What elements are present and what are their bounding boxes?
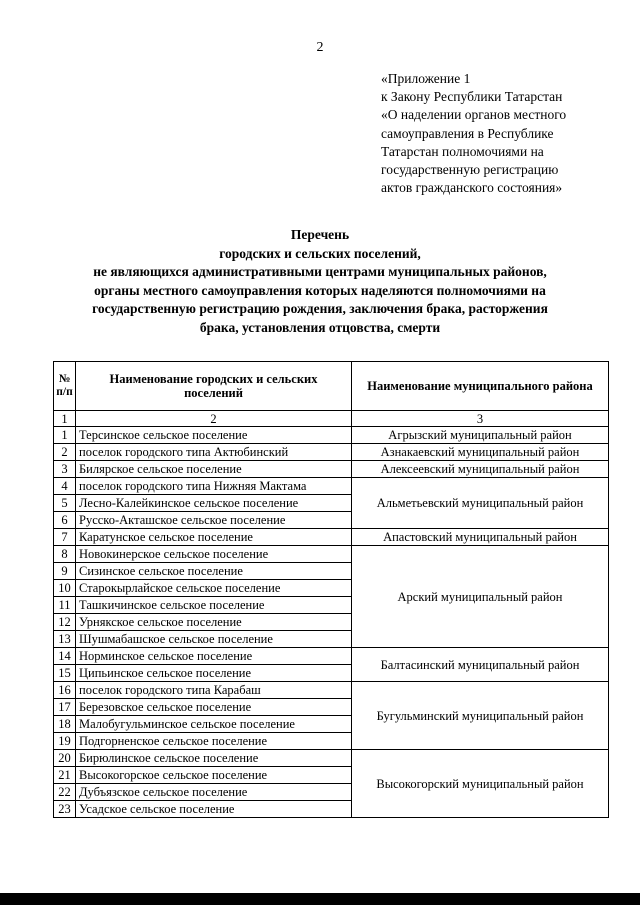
row-number: 13 xyxy=(54,631,76,648)
row-number: 1 xyxy=(54,427,76,444)
row-number: 19 xyxy=(54,733,76,750)
row-number: 22 xyxy=(54,784,76,801)
settlement-name: Каратунское сельское поселение xyxy=(76,529,352,546)
district-name: Высокогорский муниципальный район xyxy=(352,750,609,818)
table-row xyxy=(54,682,609,699)
title-line: органы местного самоуправления которых наделяются полномочиями на xyxy=(94,282,546,298)
district-name: Азнакаевский муниципальный район xyxy=(352,444,609,461)
appendix-note xyxy=(381,70,621,197)
settlement-name: Высокогорское сельское поселение xyxy=(76,767,352,784)
settlement-name: Малобугульминское сельское поселение xyxy=(76,716,352,733)
table-row xyxy=(54,427,609,444)
appendix-line: государственную регистрацию xyxy=(381,162,559,178)
table-row xyxy=(54,478,609,495)
district-name: Агрызский муниципальный район xyxy=(352,427,609,444)
appendix-line: Татарстан полномочиями на xyxy=(381,143,544,159)
settlement-name: Березовское сельское поселение xyxy=(76,699,352,716)
row-number: 8 xyxy=(54,546,76,563)
settlement-name: Усадское сельское поселение xyxy=(76,801,352,818)
settlement-name: Дубъязское сельское поселение xyxy=(76,784,352,801)
table-row xyxy=(54,750,609,767)
settlement-name: Билярское сельское поселение xyxy=(76,461,352,478)
district-name: Апастовский муниципальный район xyxy=(352,529,609,546)
table-row xyxy=(54,529,609,546)
table-body xyxy=(54,427,609,818)
row-number: 3 xyxy=(54,461,76,478)
row-number: 21 xyxy=(54,767,76,784)
row-number: 18 xyxy=(54,716,76,733)
document-title xyxy=(40,226,600,338)
title-line: брака, установления отцовства, смерти xyxy=(199,319,441,335)
settlement-name: Сизинское сельское поселение xyxy=(76,563,352,580)
appendix-line: самоуправления в Республике xyxy=(381,125,554,141)
title-line: Перечень xyxy=(290,227,350,242)
settlement-name: Лесно-Калейкинское сельское поселение xyxy=(76,495,352,512)
header-district: Наименование муниципального района xyxy=(352,362,609,411)
settlement-name: поселок городского типа Карабаш xyxy=(76,682,352,699)
settlement-name: Урнякское сельское поселение xyxy=(76,614,352,631)
row-number: 16 xyxy=(54,682,76,699)
row-number: 2 xyxy=(54,444,76,461)
settlement-name: Бирюлинское сельское поселение xyxy=(76,750,352,767)
page-number: 2 xyxy=(316,40,324,55)
settlement-name: Ташкичинское сельское поселение xyxy=(76,597,352,614)
row-number: 23 xyxy=(54,801,76,818)
row-number: 9 xyxy=(54,563,76,580)
header-number: № п/п xyxy=(54,362,76,411)
column-number: 3 xyxy=(352,411,609,427)
row-number: 14 xyxy=(54,648,76,665)
table-row xyxy=(54,546,609,563)
column-number-row xyxy=(54,411,609,427)
table-header-row xyxy=(54,362,609,411)
settlement-name: Русско-Акташское сельское поселение xyxy=(76,512,352,529)
appendix-line: «О наделении органов местного xyxy=(381,107,567,123)
district-name: Балтасинский муниципальный район xyxy=(352,648,609,682)
appendix-line: «Приложение 1 xyxy=(381,71,471,86)
scan-bottom-edge xyxy=(0,893,640,905)
appendix-line: к Закону Республики Татарстан xyxy=(381,89,563,105)
row-number: 11 xyxy=(54,597,76,614)
settlement-name: Норминское сельское поселение xyxy=(76,648,352,665)
settlement-name: поселок городского типа Актюбинский xyxy=(76,444,352,461)
row-number: 17 xyxy=(54,699,76,716)
row-number: 15 xyxy=(54,665,76,682)
title-line: городских и сельских поселений, xyxy=(219,245,421,261)
settlements-table xyxy=(53,361,609,818)
title-line: не являющихся административными центрами муниципальных районов, xyxy=(93,264,547,280)
appendix-line: актов гражданского состояния» xyxy=(381,180,563,196)
row-number: 12 xyxy=(54,614,76,631)
settlement-name: Ципьинское сельское поселение xyxy=(76,665,352,682)
title-line: государственную регистрацию рождения, заключения брака, расторжения xyxy=(92,301,548,317)
district-name: Альметьевский муниципальный район xyxy=(352,478,609,529)
settlement-name: Новокинерское сельское поселение xyxy=(76,546,352,563)
settlement-name: Шушмабашское сельское поселение xyxy=(76,631,352,648)
row-number: 4 xyxy=(54,478,76,495)
column-number: 1 xyxy=(54,411,76,427)
settlement-name: поселок городского типа Нижняя Мактама xyxy=(76,478,352,495)
district-name: Арский муниципальный район xyxy=(352,546,609,648)
table-row xyxy=(54,461,609,478)
district-name: Бугульминский муниципальный район xyxy=(352,682,609,750)
settlement-name: Терсинское сельское поселение xyxy=(76,427,352,444)
header-settlement: Наименование городских и сельских поселений xyxy=(76,362,352,411)
settlement-name: Старокырлайское сельское поселение xyxy=(76,580,352,597)
column-number: 2 xyxy=(76,411,352,427)
row-number: 20 xyxy=(54,750,76,767)
table-row xyxy=(54,444,609,461)
table-row xyxy=(54,648,609,665)
row-number: 10 xyxy=(54,580,76,597)
row-number: 5 xyxy=(54,495,76,512)
row-number: 6 xyxy=(54,512,76,529)
settlement-name: Подгорненское сельское поселение xyxy=(76,733,352,750)
district-name: Алексеевский муниципальный район xyxy=(352,461,609,478)
row-number: 7 xyxy=(54,529,76,546)
